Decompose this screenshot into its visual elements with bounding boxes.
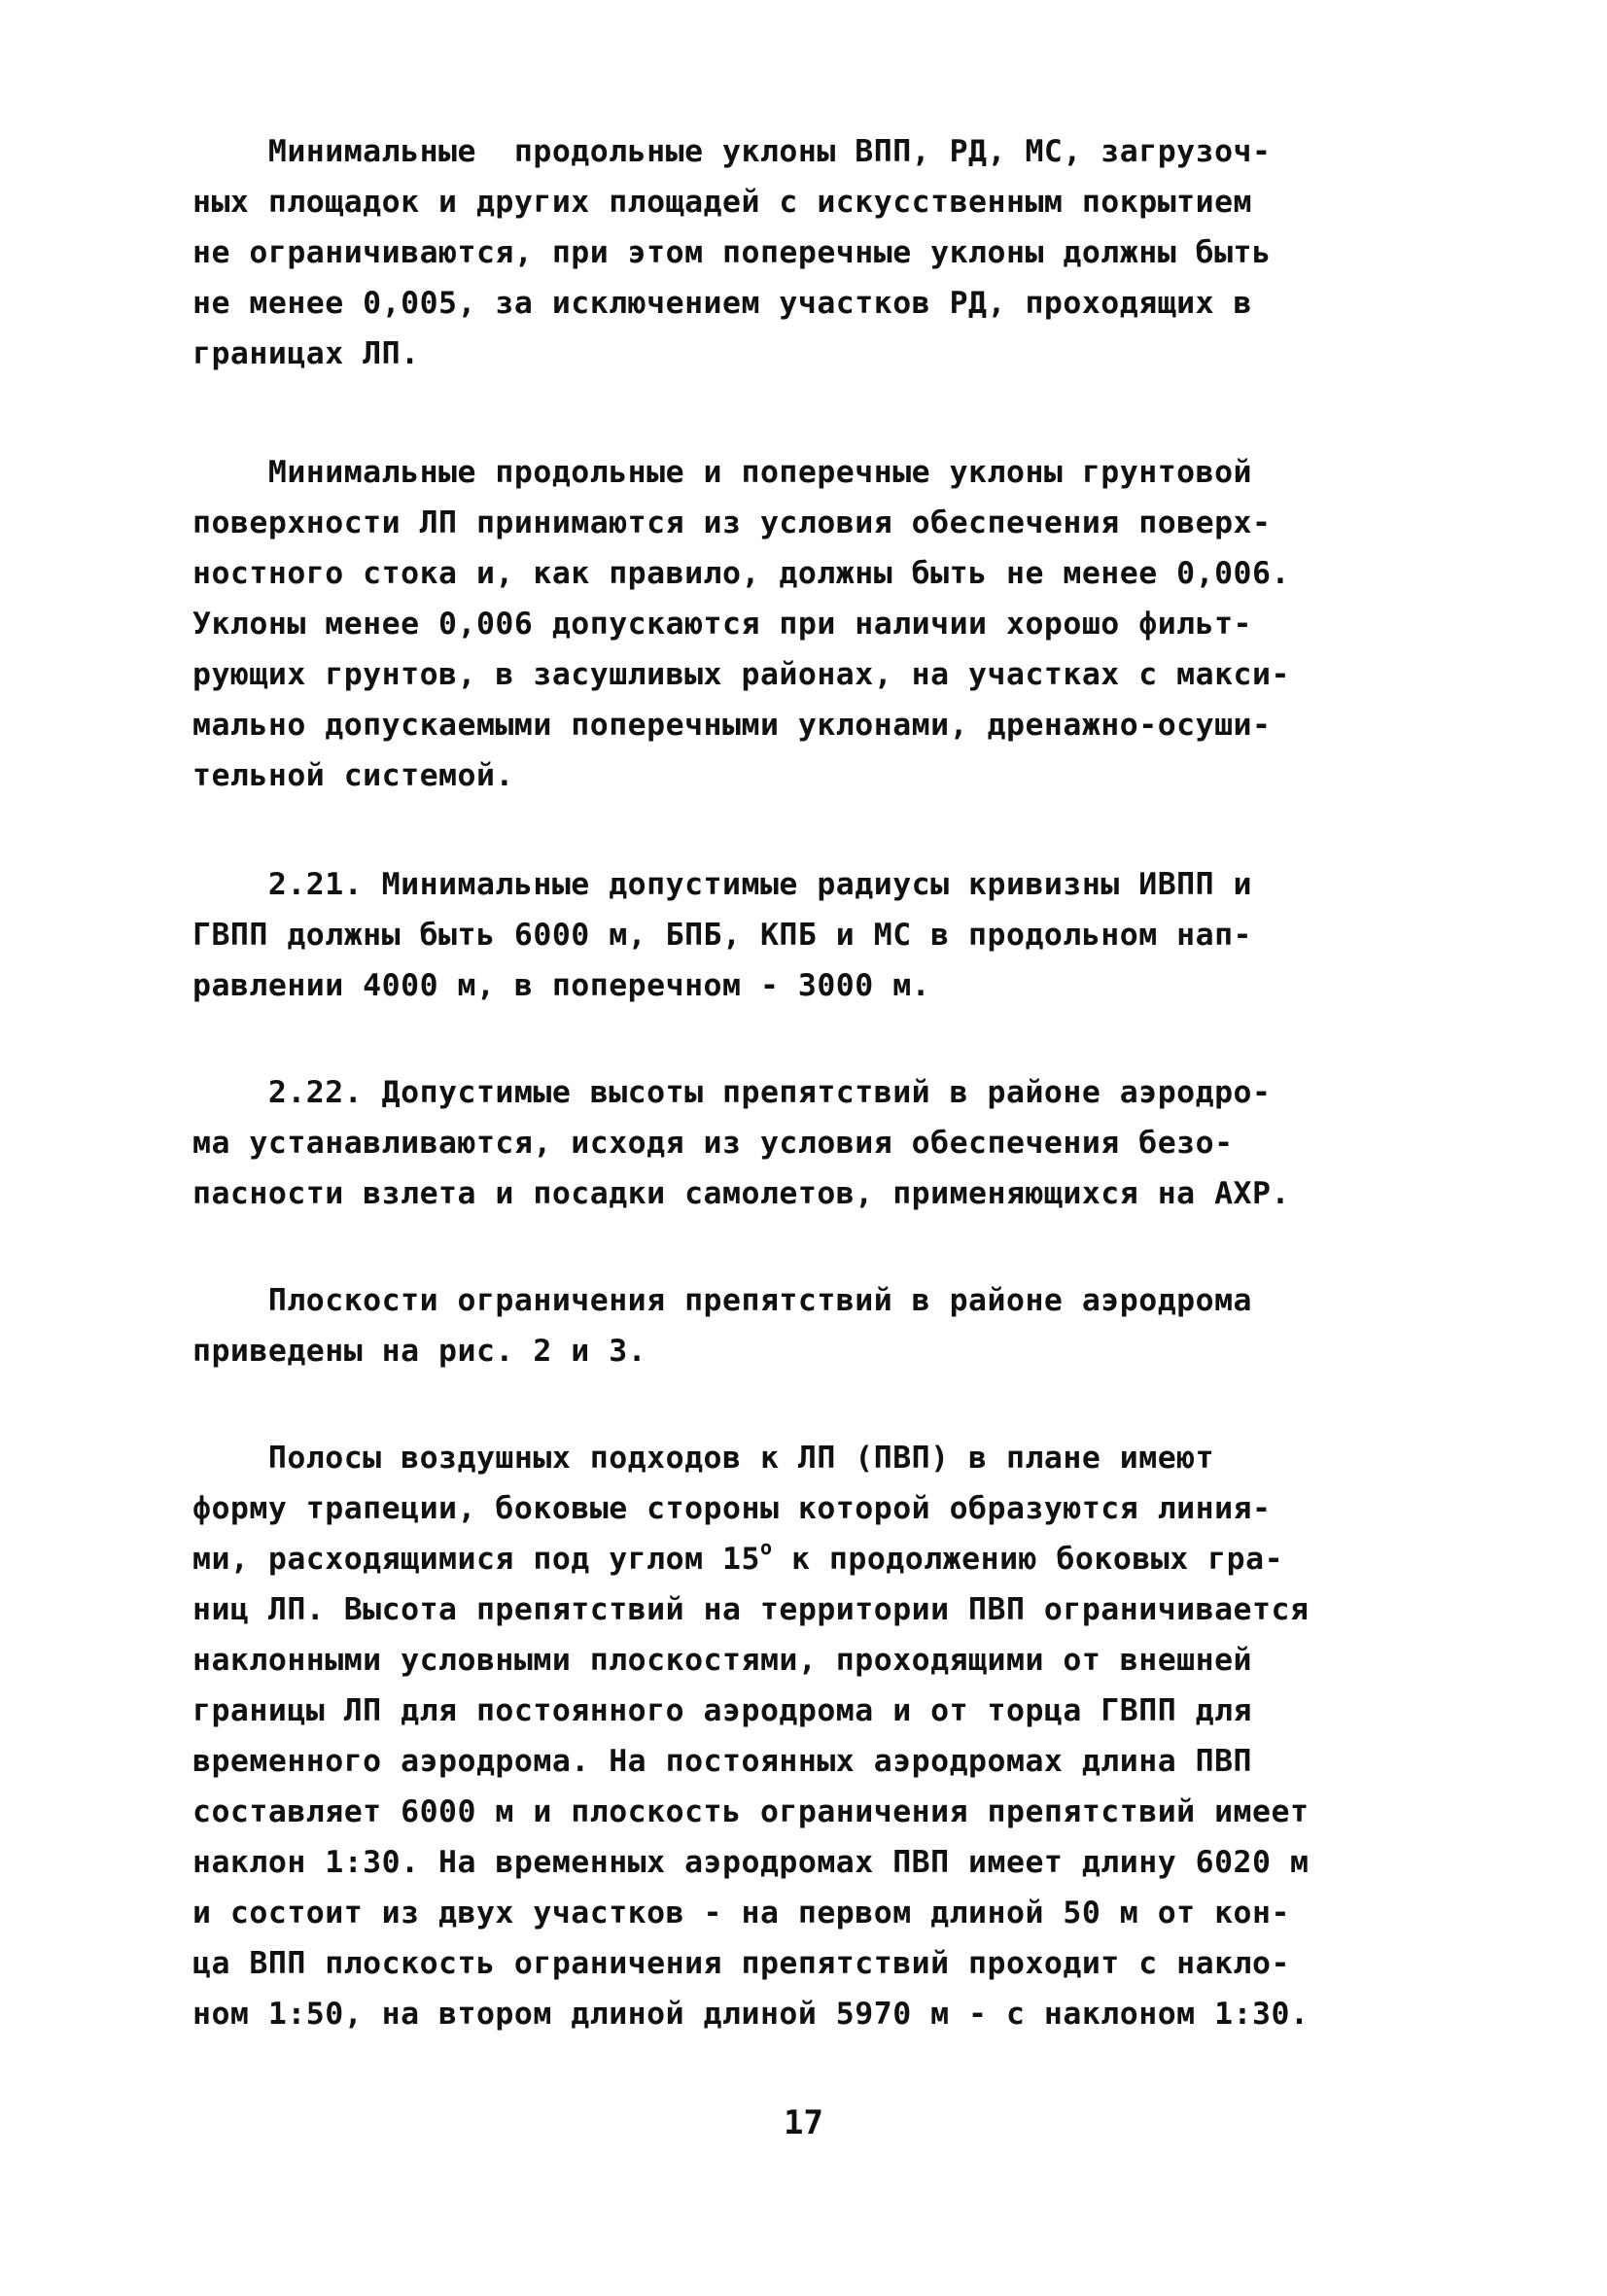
text-line: ных площадок и других площадей с искусственным покрытием [192,185,1253,220]
text-line: Полосы воздушных подходов к ЛП (ПВП) в плане имеют [192,1441,1215,1476]
page-number: 17 [784,2104,823,2142]
text-line: приведены на рис. 2 и 3. [192,1334,647,1369]
text-line: 2.21. Минимальные допустимые радиусы кривизны ИВПП и [192,867,1253,902]
text-line: границы ЛП для постоянного аэродрома и от торца ГВПП для [192,1693,1253,1728]
text-line: равлении 4000 м, в поперечном - 3000 м. [192,968,931,1003]
text-line: ца ВПП плоскость ограничения препятствий проходит с накло- [192,1946,1290,1981]
text-line: Плоскости ограничения препятствий в районе аэродрома [192,1283,1253,1318]
text-line: не менее 0,005, за исключением участков РД, проходящих в [192,286,1253,321]
text-line-part: к продолжению боковых гра- [772,1542,1284,1577]
text-line: ностного стока и, как правило, должны быть не менее 0,006. [192,556,1290,591]
text-line: и состоит из двух участков - на первом длиной 50 м от кон- [192,1896,1290,1931]
text-line: Уклоны менее 0,006 допускаются при наличии хорошо фильт- [192,607,1253,642]
text-line: поверхности ЛП принимаются из условия обеспечения поверх- [192,505,1272,540]
text-line: ном 1:50, на втором длиной длиной 5970 м - с наклоном 1:30. [192,1997,1310,2032]
text-line [192,1534,1283,1584]
text-line: ма устанавливаются, исходя из условия обеспечения безо- [192,1126,1234,1161]
text-line: временного аэродрома. На постоянных аэродромах длина ПВП [192,1744,1253,1779]
text-line: форму трапеции, боковые стороны которой образуются линия- [192,1491,1272,1526]
text-line: наклон 1:30. На временных аэродромах ПВП имеет длину 6020 м [192,1845,1310,1880]
text-line: составляет 6000 м и плоскость ограничения препятствий имеет [192,1794,1310,1829]
text-line: ГВПП должны быть 6000 м, БПБ, КПБ и МС в продольном нап- [192,918,1253,953]
text-line: ниц ЛП. Высота препятствий на территории ПВП ограничивается [192,1592,1310,1627]
text-line-part: ми, расходящимися под углом 15 [192,1542,760,1577]
text-line: границах ЛП. [192,336,420,371]
degree-mark: o [759,1535,773,1559]
text-line: Минимальные продольные и поперечные уклоны грунтовой [192,455,1253,490]
text-line: не ограничиваются, при этом поперечные уклоны должны быть [192,235,1272,270]
text-line: пасности взлета и посадки самолетов, применяющихся на АХР. [192,1176,1290,1211]
text-line: 2.22. Допустимые высоты препятствий в районе аэродро- [192,1075,1272,1110]
text-line: наклонными условными плоскостями, проходящими от внешней [192,1643,1253,1678]
text-line: тельной системой. [192,758,514,793]
text-line: мально допускаемыми поперечными уклонами, дренажно-осуши- [192,708,1272,743]
text-line: Минимальные продольные уклоны ВПП, РД, МС, загрузоч- [192,134,1272,169]
text-line: рующих грунтов, в засушливых районах, на участках с макси- [192,657,1290,692]
